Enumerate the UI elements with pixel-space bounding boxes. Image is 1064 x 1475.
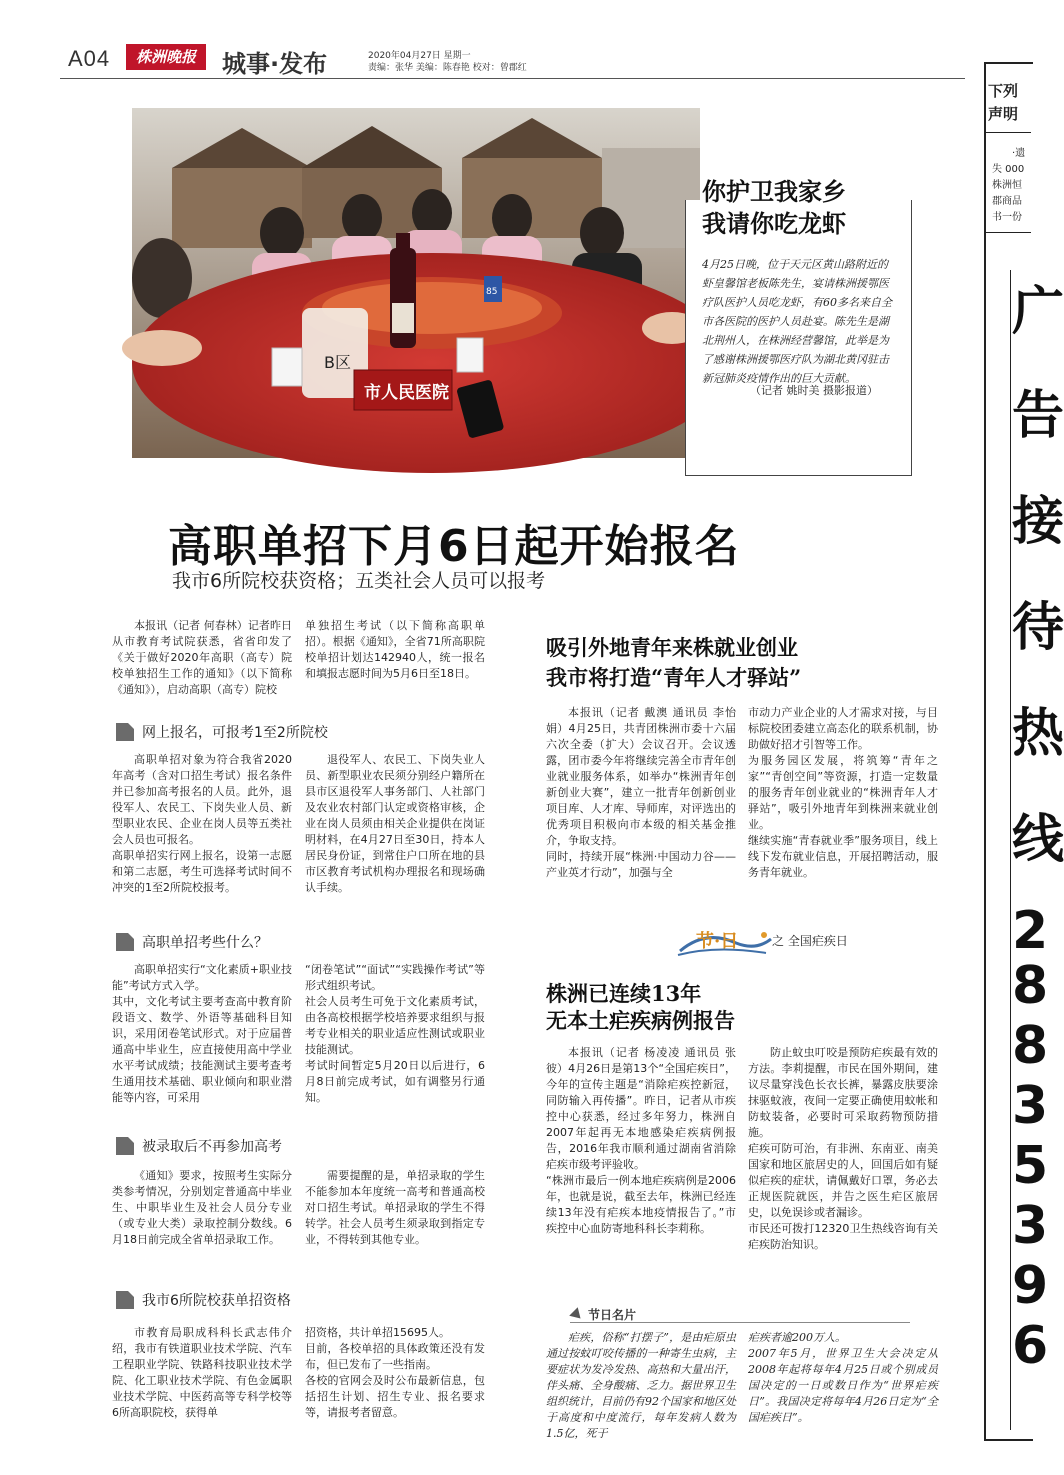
notice-title-line1: 下列 [988, 82, 1019, 100]
main-intro-right: 单独招生考试（以下简称高职单招）。根据《通知》，全省71所高职院校单招计划达142940人，统一报名和填报志愿时间为5月6日至18日。 [305, 619, 485, 680]
section-heading-4 [116, 1290, 291, 1310]
caption-title-line1: 你护卫我家乡 [702, 177, 846, 206]
malaria-body-left: 本报讯（记者 杨凌凌 通讯员 张彼）4月26日是第13个“全国疟疾日”，今年的宣传主题是“消除疟疾控新冠，同防输入再传播”。昨日，记者从市疾控中心获悉，经过多年努力，株洲自2007年起再无本地感染疟疾病例报告，2016年我市顺利通过湖南省消除疟疾市级考评验收。 “株洲市最后一例本地疟疾病例是2006年，也就是说，截至去年，株洲已经连续13年没有疟疾本地疫情报告了。”市疾控中心血防寄地科科长李莉称。 [546, 1046, 736, 1235]
ad-char-5: 热 [1012, 703, 1064, 764]
section-4-left: 市教育局职成科科长武志伟介绍，我市有铁道职业技术学院、汽车工程职业学院、铁路科技职业技术学院、化工职业技术学院、有色金属职业技术学院、中医药高等专科学校等6所高职院校，获得单 [112, 1326, 292, 1419]
section-heading-2-text: 高职单招考些什么？ [142, 935, 268, 951]
notice-line-1: ·遗 [1012, 148, 1026, 159]
youth-headline-line2: 我市将打造“青年人才驿站” [546, 665, 802, 690]
section-heading-4-text: 我市6所院校获单招资格 [142, 1293, 291, 1309]
cup-label: B区 [324, 353, 351, 372]
ad-char-4: 待 [1012, 597, 1064, 658]
ad-digit-6: 3 [1012, 1196, 1049, 1256]
hospital-sign-label: 市人民医院 [364, 383, 449, 403]
newspaper-logo: 株洲晚报 [126, 44, 206, 70]
caption-credit: （记者 姚时美 摄影报道） [750, 384, 878, 397]
notice-line-5: 书一份 [992, 212, 1022, 223]
section-3-right: 需要提醒的是，单招录取的学生不能参加本年度统一高考和普通高校对口招生考试。单招录取的学生不得转学。社会人员考生须录取到指定专业，不得转到其他专业。 [305, 1169, 485, 1246]
ad-char-1: 广 [1012, 281, 1064, 342]
festival-badge-art [676, 925, 866, 959]
issue-date: 2020年04月27日 星期一 [368, 51, 471, 61]
heading-marker-icon [116, 933, 134, 951]
section-1-right: 退役军人、农民工、下岗失业人员、新型职业农民须分别经户籍所在县市区退役军人事务部门、人社部门及农业农村部门认定或资格审核，企业在岗人员须由相关企业提供在岗证明材料，在4月27日至30日，持本人居民身份证，到常住户口所在地的县市区教育考试机构办理报名和现场确认手续。 [305, 753, 485, 894]
notice-rule [984, 132, 1031, 133]
page-number: A04 [68, 46, 111, 71]
section-heading-1-text: 网上报名，可报考1至2所院校 [142, 725, 328, 741]
main-intro-left: 本报讯（记者 何春林）记者昨日从市教育考试院获悉，省省印发了《关于做好2020年高职（高专）院校单独招生工作的通知》（以下简称《通知》），启动高职（高专）院校 [112, 619, 292, 696]
can-label: 85 [486, 287, 498, 297]
ad-digit-3: 8 [1012, 1016, 1049, 1076]
caption-body: 4月25日晚，位于天元区黄山路附近的虾皇馨馆老板陈先生，宴请株洲援鄂医疗队医护人员吃龙虾，有60多名来自全市各医院的医护人员赴宴。陈先生是湖北荆州人，在株洲经营馨馆，此举是为了感谢株洲援鄂医疗队为湖北黄冈驻击新冠肺炎疫情作出的巨大贡献。 [702, 258, 892, 385]
editor-credits: 责编：张华 美编：陈春艳 校对：曾郡红 [368, 63, 527, 73]
caption-title-line2: 我请你吃龙虾 [702, 209, 846, 238]
main-headline: 高职单招下月6日起开始报名 [168, 521, 740, 572]
ad-char-3: 接 [1012, 491, 1064, 552]
notice-title-line2: 声明 [988, 105, 1019, 123]
crayfish-dinner-photo [132, 108, 700, 458]
ad-digit-2: 8 [1012, 956, 1049, 1016]
notice-line-2: 失 000 [992, 164, 1025, 175]
section-heading-3 [116, 1136, 282, 1156]
section-2-left: 高职单招实行“文化素质+职业技能”考试方式入学。 其中，文化考试主要考查高中教育阶段语文、数学、外语等基础科目知识，采用闭卷笔试形式。对于应届普通高中毕业生，应直接使用高中学业水平考试成绩；技能测试主要考查考生通用技术基础、职业倾向和职业潜能等内容，可采用 [112, 963, 292, 1104]
festival-card-heading-text: 节日名片 [588, 1308, 637, 1322]
ad-digit-1: 2 [1012, 901, 1049, 961]
heading-marker-icon [116, 1137, 134, 1155]
malaria-headline-line1: 株洲已连续13年 [546, 981, 702, 1006]
youth-body-left: 本报讯（记者 戴澳 通讯员 李怡娟）4月25日，共青团株洲市委十六届六次全委（扩大）会议召开。会议透露，团市委今年将继续完善全市青年创业就业服务体系，如举办“株洲青年创新创业大赛”，建立一批青年创新创业项目库、人才库、导师库，对评选出的优秀项目积极向市本级的相关基金推介，争取支持。 同时，持续开展“株洲·中国动力谷——产业英才行动”，加强与全 [546, 706, 736, 879]
notice-line-4: 郡商品 [992, 196, 1022, 207]
ad-char-6: 线 [1012, 809, 1064, 870]
festival-card-heading [572, 1306, 636, 1323]
malaria-body-right: 防止蚊虫叮咬是预防疟疾最有效的方法。李莉提醒，市民在国外期间，建议尽量穿浅色长衣长裤，暴露皮肤要涂抹驱蚊液，夜间一定要正确使用蚊帐和防蚊装备，必要时可采取药物预防措施。 疟疾可防可治，有非洲、东南亚、南美国家和地区旅居史的人，回国后如有疑似疟疾的症状，请佩戴好口罩，务必去正规医院就医，并告之医生疟区旅居史，以免误诊或者漏诊。 市民还可拨打12320卫生热线咨询有关疟疾防治知识。 [748, 1046, 938, 1251]
ad-digit-5: 5 [1012, 1136, 1049, 1196]
main-subheadline: 我市6所院校获资格；五类社会人员可以报考 [172, 570, 546, 592]
section-3-left: 《通知》要求，按照考生实际分类参考情况，分别划定普通高中毕业生、中职毕业生及社会人员分专业（或专业大类）录取控制分数线。6月18日前完成全省单招录取工作。 [112, 1169, 292, 1246]
notice-rule-bottom [984, 232, 1031, 233]
section-1-left: 高职单招对象为符合我省2020年高考（含对口招生考试）报名条件并已参加高考报名的人员。此外，退役军人、农民工、下岗失业人员、新型职业农民、企业在岗人员等五类社会人员也可报名。 高职单招实行网上报名，设第一志愿和第二志愿，考生可选择考试时间不冲突的1至2所院校报考。 [112, 753, 292, 894]
festival-badge-chars: 节·日 [696, 931, 739, 952]
ad-digit-7: 9 [1012, 1256, 1049, 1316]
festival-badge [676, 925, 866, 959]
ad-digit-4: 3 [1012, 1076, 1049, 1136]
notice-line-3: 株洲恒 [992, 180, 1022, 191]
section-heading-2 [116, 932, 268, 952]
festival-card-rule [570, 1322, 910, 1323]
ad-digit-8: 6 [1012, 1316, 1049, 1376]
section-4-right: 招资格，共计单招15695人。 目前，各校单招的具体政策还没有发布，但已发布了一些指南。 各校的官网会及时公布最新信息，包括招生计划、招生专业、报名要求等，请报考者留意。 [305, 1326, 485, 1419]
malaria-headline-line2: 无本土疟疾病例报告 [546, 1008, 735, 1033]
festival-card-left: 疟疾，俗称“打摆子”，是由疟原虫通过按蚊叮咬传播的一种寄生虫病，主要症状为发冷发热、高热和大量出汗，伴头痛、全身酸痛、乏力。据世界卫生组织统计，目前仍有92个国家和地区处于高度和中度流行，每年发病人数为1.5亿，死于 [546, 1331, 736, 1440]
heading-marker-icon [116, 1291, 134, 1309]
youth-body-right: 市动力产业企业的人才需求对接，与目标院校团委建立高态化的联系机制，协助做好招才引智等工作。 为服务园区发展，将筑筹“青年之家”“青创空间”等资源，打造一定数量的服务青年创业就业的“株洲青年人才驿站”，吸引外地青年到株洲来就业创业。 继续实施“青春就业季”服务项目，线上线下发布就业信息，开展招聘活动，服务青年就业。 [748, 706, 938, 879]
heading-marker-icon [116, 723, 134, 741]
ad-char-2: 告 [1012, 385, 1064, 446]
festival-card-right: 疟疾者逾200万人。 2007年5月，世界卫生大会决定从2008年起将每年4月25日或个别成员国决定的一日或数日作为“世界疟疾日”。我国决定将每年4月26日定为“全国疟疾日”。 [748, 1331, 938, 1424]
arrow-icon [569, 1307, 585, 1323]
festival-badge-label: 之 全国疟疾日 [772, 934, 848, 948]
ad-inner-rule [1010, 270, 1011, 1430]
section-heading-1 [116, 722, 328, 742]
header-rule [60, 78, 965, 79]
section-heading-3-text: 被录取后不再参加高考 [142, 1139, 282, 1155]
section-2-right: “闭卷笔试”“面试”“实践操作考试”等形式组织考试。 社会人员考生可免于文化素质考试，由各高校根据学校培养要求组织与报考专业相关的职业适应性测试或职业技能测试。 考试时间暂定5月20日以后进行，6月8日前完成考试，如有调整另行通知。 [305, 963, 485, 1104]
youth-headline-line1: 吸引外地青年来株就业创业 [546, 635, 798, 660]
section-title: 城事·发布 [222, 50, 328, 78]
